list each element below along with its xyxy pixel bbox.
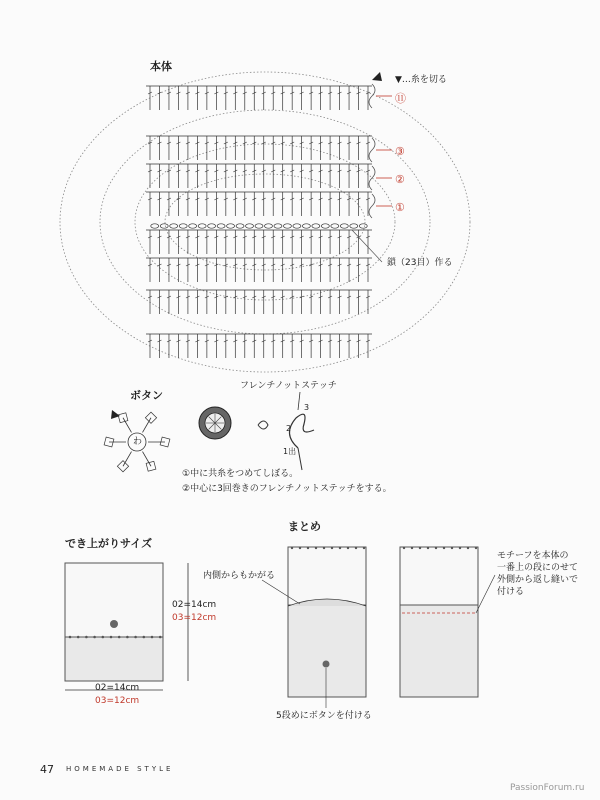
motif-spoke xyxy=(143,452,152,467)
edge-stitch xyxy=(339,547,341,549)
assembly-flap-back xyxy=(400,547,478,605)
motif-note-line-2: 一番上の段にのせて xyxy=(497,563,579,573)
chain-stitch xyxy=(302,224,310,228)
chain-stitch xyxy=(321,224,329,228)
edge-stitch xyxy=(427,547,429,549)
guide-oval xyxy=(100,110,430,334)
edge-stitch xyxy=(69,636,72,639)
edge-stitch xyxy=(77,636,80,639)
motif-spoke xyxy=(143,418,152,433)
chain-stitch xyxy=(160,224,168,228)
turning-chain xyxy=(369,138,375,162)
chain-stitch xyxy=(151,224,159,228)
attach-button-note: 5段めにボタンを付ける xyxy=(276,711,372,721)
edge-stitch xyxy=(443,547,445,549)
edge-stitch xyxy=(315,547,317,549)
edge-stitch xyxy=(467,547,469,549)
edge-stitch xyxy=(299,547,301,549)
round-label-1: ① xyxy=(395,202,405,214)
edge-stitch xyxy=(143,636,146,639)
button-instruction-1: ①中に共糸をつめてしぼる。 xyxy=(182,469,299,479)
edge-stitch xyxy=(411,547,413,549)
mini-knot xyxy=(258,421,268,429)
magazine-name: HOMEMADE STYLE xyxy=(66,765,174,773)
guide-oval xyxy=(60,72,470,372)
assembly-title: まとめ xyxy=(288,520,321,533)
width-02-label: 02=14cm xyxy=(95,683,140,693)
fold-inside-note: 内側からもかがる xyxy=(203,571,276,581)
chain-pointer xyxy=(352,230,382,262)
edge-stitch xyxy=(159,636,162,639)
motif-center-char: わ xyxy=(133,437,143,447)
guide-oval xyxy=(165,174,365,270)
height-03-label: 03=12cm xyxy=(172,613,217,623)
motif-note-line-3: 外側から返し縫いで xyxy=(497,575,579,585)
chain-stitch xyxy=(312,224,320,228)
chain-stitch xyxy=(189,224,197,228)
chain-stitch xyxy=(208,224,216,228)
width-03-label: 03=12cm xyxy=(95,696,140,706)
edge-stitch xyxy=(419,547,421,549)
round-label-11: ⑪ xyxy=(395,93,406,105)
chain-stitch xyxy=(227,224,235,228)
edge-stitch xyxy=(459,547,461,549)
turning-chain xyxy=(369,84,375,108)
french-knot-thread xyxy=(298,448,302,470)
edge-stitch xyxy=(347,547,349,549)
round-label-2: ② xyxy=(395,174,405,186)
motif-spoke xyxy=(123,452,132,467)
watermark: PassionForum.ru xyxy=(510,783,585,793)
edge-stitch xyxy=(85,636,88,639)
chain-stitch xyxy=(264,224,272,228)
edge-stitch xyxy=(331,547,333,549)
round-label-3: ③ xyxy=(395,146,405,158)
edge-stitch xyxy=(475,547,477,549)
turning-chain xyxy=(369,166,375,190)
page-number: 47 xyxy=(40,763,54,776)
motif-note-line-1: モチーフを本体の xyxy=(497,551,569,561)
edge-stitch xyxy=(403,547,405,549)
chain-stitch xyxy=(179,224,187,228)
chain-note: 鎖（23目）作る xyxy=(387,258,453,268)
motif-pointer xyxy=(476,575,495,613)
knot-number-1: 1出 xyxy=(283,447,297,456)
assembly-button-dot xyxy=(323,661,330,668)
button-title: ボタン xyxy=(130,389,163,402)
edge-stitch xyxy=(118,636,121,639)
chain-stitch xyxy=(170,224,178,228)
height-02-label: 02=14cm xyxy=(172,600,217,610)
edge-stitch xyxy=(110,636,113,639)
button-dot xyxy=(110,620,118,628)
chain-stitch xyxy=(217,224,225,228)
edge-stitch xyxy=(134,636,137,639)
finished-size-title: でき上がりサイズ xyxy=(65,537,153,550)
chain-stitch xyxy=(293,224,301,228)
chain-stitch xyxy=(340,224,348,228)
french-knot-wrap xyxy=(289,414,314,448)
edge-stitch xyxy=(102,636,105,639)
edge-stitch xyxy=(323,547,325,549)
turning-chain xyxy=(369,194,375,218)
edge-stitch xyxy=(363,547,365,549)
edge-stitch xyxy=(93,636,96,639)
body-title: 本体 xyxy=(150,60,172,73)
guide-oval xyxy=(135,144,395,300)
edge-stitch xyxy=(291,547,293,549)
french-knot-label: フレンチノットステッチ xyxy=(240,381,337,391)
edge-stitch xyxy=(307,547,309,549)
motif-note-line-4: 付ける xyxy=(497,587,525,597)
chain-stitch xyxy=(283,224,291,228)
cut-yarn-note: ▼…糸を切る xyxy=(395,75,447,85)
edge-stitch xyxy=(355,547,357,549)
assembly-flap-front xyxy=(288,547,366,605)
chain-stitch xyxy=(236,224,244,228)
cut-yarn-marker xyxy=(372,72,382,81)
edge-stitch xyxy=(435,547,437,549)
chain-stitch xyxy=(246,224,254,228)
chain-stitch xyxy=(350,224,358,228)
chain-stitch xyxy=(274,224,282,228)
french-knot-needle xyxy=(298,392,300,410)
edge-stitch xyxy=(151,636,154,639)
chain-stitch xyxy=(331,224,339,228)
knot-number-3: 3 xyxy=(304,403,310,412)
button-instruction-2: ②中心に3回巻きのフレンチノットステッチをする。 xyxy=(182,484,392,494)
chain-stitch xyxy=(198,224,206,228)
edge-stitch xyxy=(451,547,453,549)
motif-spoke xyxy=(123,418,132,433)
chain-stitch xyxy=(359,224,367,228)
chain-stitch xyxy=(255,224,263,228)
knot-number-2: 2 xyxy=(286,424,292,433)
edge-stitch xyxy=(126,636,129,639)
